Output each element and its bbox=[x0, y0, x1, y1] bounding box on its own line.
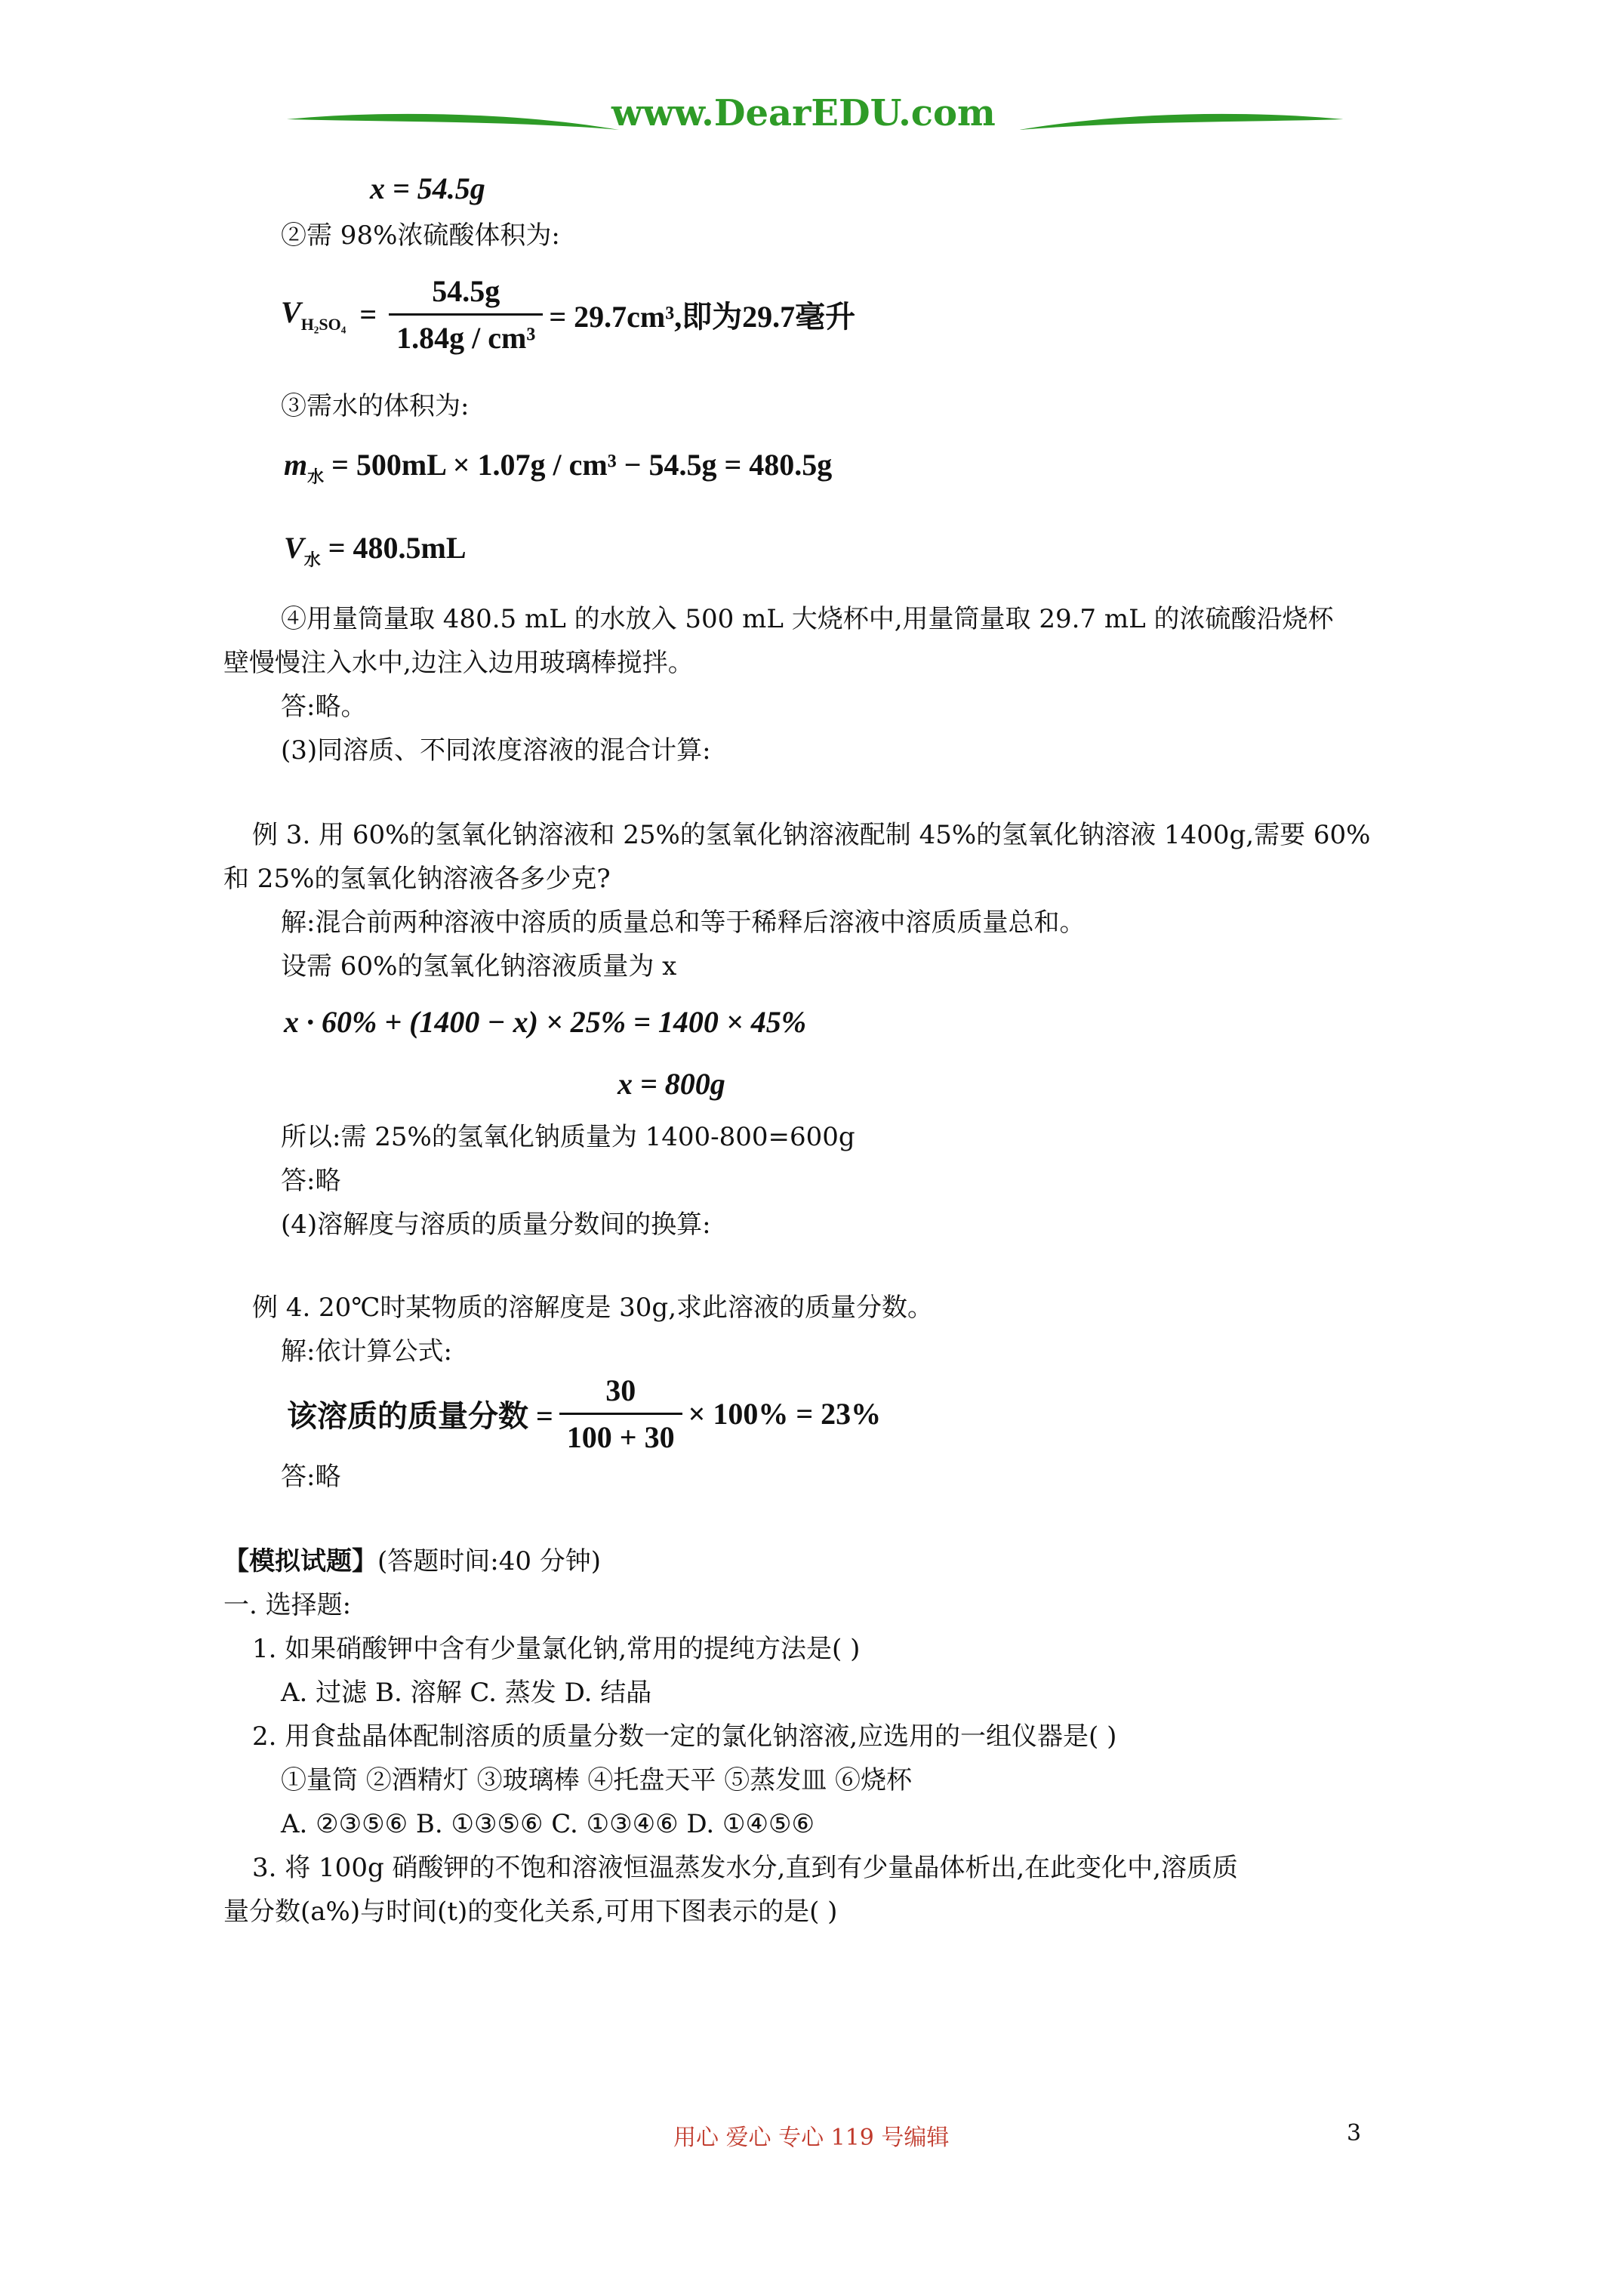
v-water-symbol: V bbox=[284, 531, 304, 565]
header-swoosh-left-icon bbox=[287, 104, 619, 142]
m-symbol: m bbox=[284, 448, 308, 482]
step4-line2: 壁慢慢注入水中,边注入边用玻璃棒搅拌。 bbox=[223, 648, 694, 678]
fraction-solubility bbox=[559, 1373, 682, 1455]
section-3-heading: (3)同溶质、不同浓度溶液的混合计算: bbox=[281, 735, 711, 766]
step2-text: ②需 98%浓硫酸体积为: bbox=[281, 220, 560, 251]
x-result-1: x = 54.5g bbox=[370, 171, 485, 205]
header-banner bbox=[287, 91, 1344, 151]
answer-3: 答:略 bbox=[281, 1166, 341, 1196]
part-1-heading: 一. 选择题: bbox=[223, 1590, 352, 1620]
mass-fraction-equation bbox=[287, 1373, 881, 1455]
so-3: 所以:需 25%的氢氧化钠质量为 1400-800=600g bbox=[281, 1122, 855, 1152]
water-mass-expression: = 500mL × 1.07g / cm³ − 54.5g = 480.5g bbox=[331, 448, 833, 482]
water-subscript-2: 水 bbox=[303, 550, 321, 569]
example3-line1: 例 3. 用 60%的氢氧化钠溶液和 25%的氢氧化钠溶液配制 45%的氢氧化钠溶液 1400g,需要 60% bbox=[252, 820, 1371, 850]
water-subscript: 水 bbox=[307, 467, 325, 486]
mass-fraction-result: × 100% = 23% bbox=[688, 1397, 882, 1431]
fraction-denominator: 1.84g / cm³ bbox=[396, 321, 536, 355]
mock-exam-heading bbox=[223, 1545, 601, 1578]
h2so4-subscript: H₂SO₄ bbox=[300, 315, 346, 334]
section-4-heading: (4)溶解度与溶质的质量分数间的换算: bbox=[281, 1210, 711, 1240]
solution4: 解:依计算公式: bbox=[281, 1336, 452, 1367]
mock-exam-title: 【模拟试题】 bbox=[223, 1546, 377, 1576]
step4-line1: ④用量筒量取 480.5 mL 的水放入 500 mL 大烧杯中,用量筒量取 29.7 mL 的浓硫酸沿烧杯 bbox=[281, 604, 1334, 634]
setup3: 设需 60%的氢氧化钠溶液质量为 x bbox=[281, 951, 677, 982]
water-volume-equation bbox=[284, 530, 467, 571]
fraction2-numerator: 30 bbox=[559, 1373, 682, 1415]
fraction-numerator: 54.5g bbox=[389, 273, 543, 316]
header-swoosh-right-icon bbox=[1019, 104, 1344, 142]
question-1-options: A. 过滤 B. 溶解 C. 蒸发 D. 结晶 bbox=[281, 1678, 652, 1708]
step3-text: ③需水的体积为: bbox=[281, 391, 470, 421]
mass-fraction-label: 该溶质的质量分数 = bbox=[287, 1399, 553, 1433]
question-3-line2: 量分数(a%)与时间(t)的变化关系,可用下图表示的是( ) bbox=[223, 1897, 838, 1927]
question-2-options: A. ②③⑤⑥ B. ①③⑤⑥ C. ①③④⑥ D. ①④⑤⑥ bbox=[281, 1809, 815, 1839]
example4: 例 4. 20℃时某物质的溶解度是 30g,求此溶液的质量分数。 bbox=[252, 1293, 933, 1323]
water-mass-equation bbox=[284, 447, 832, 488]
question-2-items: ①量筒 ②酒精灯 ③玻璃棒 ④托盘天平 ⑤蒸发皿 ⑥烧杯 bbox=[281, 1765, 913, 1795]
mixing-result: x = 800g bbox=[617, 1067, 725, 1101]
footer-text: 用心 爱心 专心 119 号编辑 bbox=[673, 2125, 950, 2151]
solution3: 解:混合前两种溶液中溶质的质量总和等于稀释后溶液中溶质质量总和。 bbox=[281, 908, 1086, 938]
page-number: 3 bbox=[1347, 2120, 1362, 2147]
example3-line2: 和 25%的氢氧化钠溶液各多少克? bbox=[223, 864, 611, 894]
question-1: 1. 如果硝酸钾中含有少量氯化钠,常用的提纯方法是( ) bbox=[252, 1634, 861, 1664]
mixing-equation: x · 60% + (1400 − x) × 25% = 1400 × 45% bbox=[284, 1005, 807, 1039]
fraction-mass-over-density bbox=[389, 273, 543, 356]
question-3-line1: 3. 将 100g 硝酸钾的不饱和溶液恒温蒸发水分,直到有少量晶体析出,在此变化中,溶质质 bbox=[252, 1853, 1238, 1883]
answer-1: 答:略。 bbox=[281, 692, 367, 722]
fraction2-denominator: 100 + 30 bbox=[566, 1420, 675, 1454]
header-site-name: www.DearEDU.com bbox=[611, 92, 996, 134]
mock-exam-time: (答题时间:40 分钟) bbox=[377, 1546, 602, 1576]
water-volume-expression: = 480.5mL bbox=[328, 531, 467, 565]
answer-4: 答:略 bbox=[281, 1462, 341, 1492]
volume-result: = 29.7cm³,即为29.7毫升 bbox=[549, 300, 856, 334]
h2so4-volume-equation bbox=[281, 273, 855, 356]
equals-sign: = bbox=[359, 297, 377, 331]
question-2: 2. 用食盐晶体配制溶质的质量分数一定的氯化钠溶液,应选用的一组仪器是( ) bbox=[252, 1721, 1117, 1752]
v-symbol: V bbox=[281, 295, 301, 329]
